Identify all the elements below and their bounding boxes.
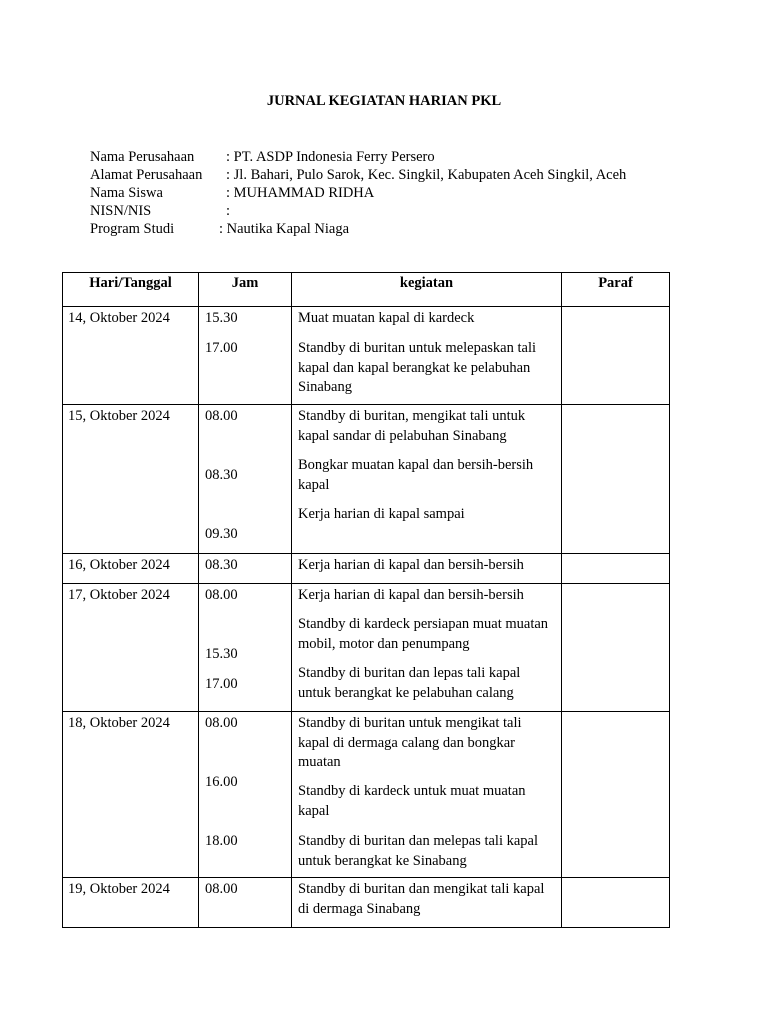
document-title: JURNAL KEGIATAN HARIAN PKL (266, 93, 502, 109)
time-text: 08.30 (205, 467, 238, 483)
table-row (63, 405, 670, 554)
activity-text: Kerja harian di kapal dan bersih-bersih (298, 587, 524, 603)
signature-cell (562, 878, 670, 928)
time-text: 08.00 (205, 715, 238, 731)
time-text: 15.30 (205, 310, 238, 326)
time-text: 08.30 (205, 557, 238, 573)
date-cell (63, 584, 199, 712)
info-label: Program Studi (90, 221, 175, 237)
time-text: 18.00 (205, 833, 238, 849)
activity-text: Standby di buritan, mengikat tali untuk kapal sandar di pelabuhan Sinabang (298, 408, 526, 444)
activity-text: Standby di buritan untuk mengikat tali kapal di dermaga calang dan bongkar muatan (298, 715, 522, 770)
table-row (63, 712, 670, 878)
activity-cell (292, 554, 562, 584)
time-text: 15.30 (205, 646, 238, 662)
date-cell (63, 712, 199, 878)
signature-cell (562, 584, 670, 712)
time-cell (199, 584, 292, 712)
activity-cell (292, 584, 562, 712)
date-text: 16, Oktober 2024 (68, 557, 170, 573)
info-value: : PT. ASDP Indonesia Ferry Persero (226, 149, 435, 165)
signature-cell (562, 405, 670, 554)
time-text: 17.00 (205, 676, 238, 692)
activity-table (62, 272, 670, 928)
table-row (63, 307, 670, 405)
activity-text: Kerja harian di kapal sampai (298, 506, 465, 522)
time-cell (199, 554, 292, 584)
info-value: : Jl. Bahari, Pulo Sarok, Kec. Singkil, Kabupaten Aceh Singkil, Aceh (226, 167, 627, 183)
date-cell (63, 307, 199, 405)
date-text: 15, Oktober 2024 (68, 408, 170, 424)
activity-text: Standby di buritan dan mengikat tali kapal di dermaga Sinabang (298, 881, 545, 917)
time-text: 17.00 (205, 340, 238, 356)
info-value: : (226, 203, 231, 219)
date-text: 19, Oktober 2024 (68, 881, 170, 897)
activity-text: Standby di buritan dan melepas tali kapal untuk berangkat ke Sinabang (298, 833, 538, 869)
time-text: 08.00 (205, 408, 238, 424)
table-row (63, 878, 670, 928)
info-label: Alamat Perusahaan (90, 167, 203, 183)
date-text: 18, Oktober 2024 (68, 715, 170, 731)
header-signature: Paraf (562, 273, 670, 307)
activity-cell (292, 712, 562, 878)
time-cell (199, 405, 292, 554)
time-cell (199, 307, 292, 405)
activity-text: Kerja harian di kapal dan bersih-bersih (298, 557, 524, 573)
table-row (63, 584, 670, 712)
table-row (63, 554, 670, 584)
activity-text: Standby di buritan untuk melepaskan tali kapal dan kapal berangkat ke pelabuhan Sinabang (298, 340, 536, 395)
signature-cell (562, 712, 670, 878)
time-cell (199, 712, 292, 878)
activity-text: Standby di buritan dan lepas tali kapal untuk berangkat ke pelabuhan calang (298, 665, 521, 701)
activity-cell (292, 307, 562, 405)
activity-text: Muat muatan kapal di kardeck (298, 310, 475, 326)
date-cell (63, 405, 199, 554)
time-text: 08.00 (205, 881, 238, 897)
info-value: : MUHAMMAD RIDHA (226, 185, 375, 201)
time-text: 09.30 (205, 526, 238, 542)
table-header-row (63, 273, 670, 307)
info-label: NISN/NIS (90, 203, 152, 219)
signature-cell (562, 307, 670, 405)
header-date: Hari/Tanggal (63, 273, 199, 307)
activity-text: Bongkar muatan kapal dan bersih-bersih kapal (298, 457, 534, 493)
date-text: 17, Oktober 2024 (68, 587, 170, 603)
time-text: 16.00 (205, 774, 238, 790)
date-text: 14, Oktober 2024 (68, 310, 170, 326)
date-cell (63, 878, 199, 928)
time-text: 08.00 (205, 587, 238, 603)
activity-text: Standby di kardeck persiapan muat muatan mobil, motor dan penumpang (298, 616, 549, 652)
header-activity: kegiatan (292, 273, 562, 307)
info-label: Nama Perusahaan (90, 149, 195, 165)
time-cell (199, 878, 292, 928)
header-time: Jam (199, 273, 292, 307)
activity-cell (292, 405, 562, 554)
info-value: : Nautika Kapal Niaga (219, 221, 350, 237)
date-cell (63, 554, 199, 584)
info-label: Nama Siswa (90, 185, 163, 201)
activity-text: Standby di kardeck untuk muat muatan kapal (298, 783, 526, 819)
activity-cell (292, 878, 562, 928)
signature-cell (562, 554, 670, 584)
